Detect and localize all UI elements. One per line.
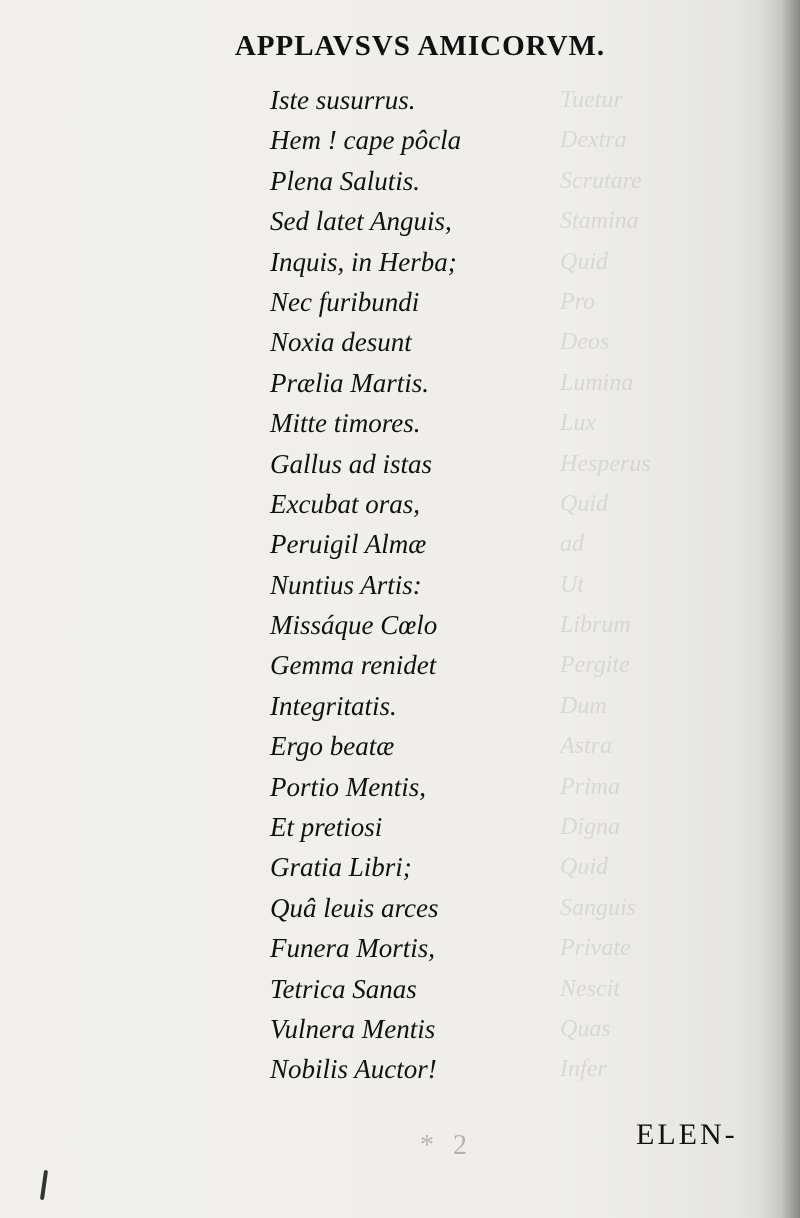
ghost-line: Dextra <box>560 127 627 154</box>
ghost-line: Sanguis <box>560 894 637 921</box>
verse-line: Integritatis. <box>270 690 397 721</box>
poem-verses <box>270 80 630 1090</box>
ghost-line: Prima <box>560 773 620 800</box>
running-head: APPLAVSVS AMICORVM. <box>234 30 606 62</box>
ghost-line: Quid <box>560 248 608 275</box>
verse-line: Hem ! cape pôcla <box>270 125 462 156</box>
verse-line: Portio Mentis, <box>270 771 426 802</box>
ink-speck <box>40 1170 48 1200</box>
ghost-line: Lumina <box>560 369 634 396</box>
verse-line: Nuntius Artis: <box>270 569 422 600</box>
verse-line: Gallus ad istas <box>270 448 433 479</box>
verse-line: Gemma renidet <box>270 650 437 681</box>
verse-line: Nobilis Auctor! <box>270 1054 437 1085</box>
ghost-line: Hesperus <box>560 450 651 477</box>
verse-line: Vulnera Mentis <box>270 1013 436 1044</box>
ghost-line: Pergite <box>560 652 630 679</box>
verse-line: Noxia desunt <box>270 327 412 358</box>
verse-line: Et pretiosi <box>270 812 383 843</box>
ghost-line: Lux <box>560 410 596 437</box>
verse-line: Peruigil Almæ <box>270 529 427 560</box>
verse-line: Tetrica Sanas <box>270 973 417 1004</box>
ghost-line: ad <box>560 531 584 558</box>
verse-line: Excubat oras, <box>270 488 420 519</box>
ghost-line: Pro <box>560 288 596 315</box>
ghost-line: Librum <box>560 612 631 639</box>
verse-line: Nec furibundi <box>270 286 420 317</box>
ghost-line: Ut <box>560 571 584 598</box>
verse-line: Inquis, in Herba; <box>270 246 457 277</box>
verse-line: Ergo beatæ <box>270 731 395 762</box>
ghost-line: Dum <box>560 692 607 719</box>
verse-line: Missáque Cœlo <box>270 610 438 641</box>
ghost-line: Private <box>560 935 631 962</box>
verse-line: Gratia Libri; <box>270 852 412 883</box>
catchword: ELEN- <box>636 1118 738 1151</box>
signature-mark: * 2 <box>420 1130 473 1161</box>
ghost-line: Deos <box>560 329 610 356</box>
verse-line: Quâ leuis arces <box>270 892 439 923</box>
verse-line: Funera Mortis, <box>270 933 435 964</box>
ghost-line: Stamina <box>560 208 639 235</box>
ghost-line: Tuetur <box>560 87 623 113</box>
ghost-line: Digna <box>560 814 620 841</box>
ghost-line: Infer <box>560 1056 607 1083</box>
verse-line: Sed latet Anguis, <box>270 206 452 237</box>
verse-line: Plena Salutis. <box>270 165 420 196</box>
ghost-line: Scrutare <box>560 167 642 194</box>
ghost-line: Astra <box>560 733 613 760</box>
verse-line: Mitte timores. <box>270 408 421 439</box>
verse-line: Prælia Martis. <box>270 367 430 398</box>
ghost-line: Nescit <box>560 975 620 1002</box>
ghost-line: Quid <box>560 490 608 517</box>
verse-line: Iste susurrus. <box>270 85 416 115</box>
ghost-line: Quas <box>560 1015 611 1042</box>
ghost-line: Quid <box>560 854 608 881</box>
